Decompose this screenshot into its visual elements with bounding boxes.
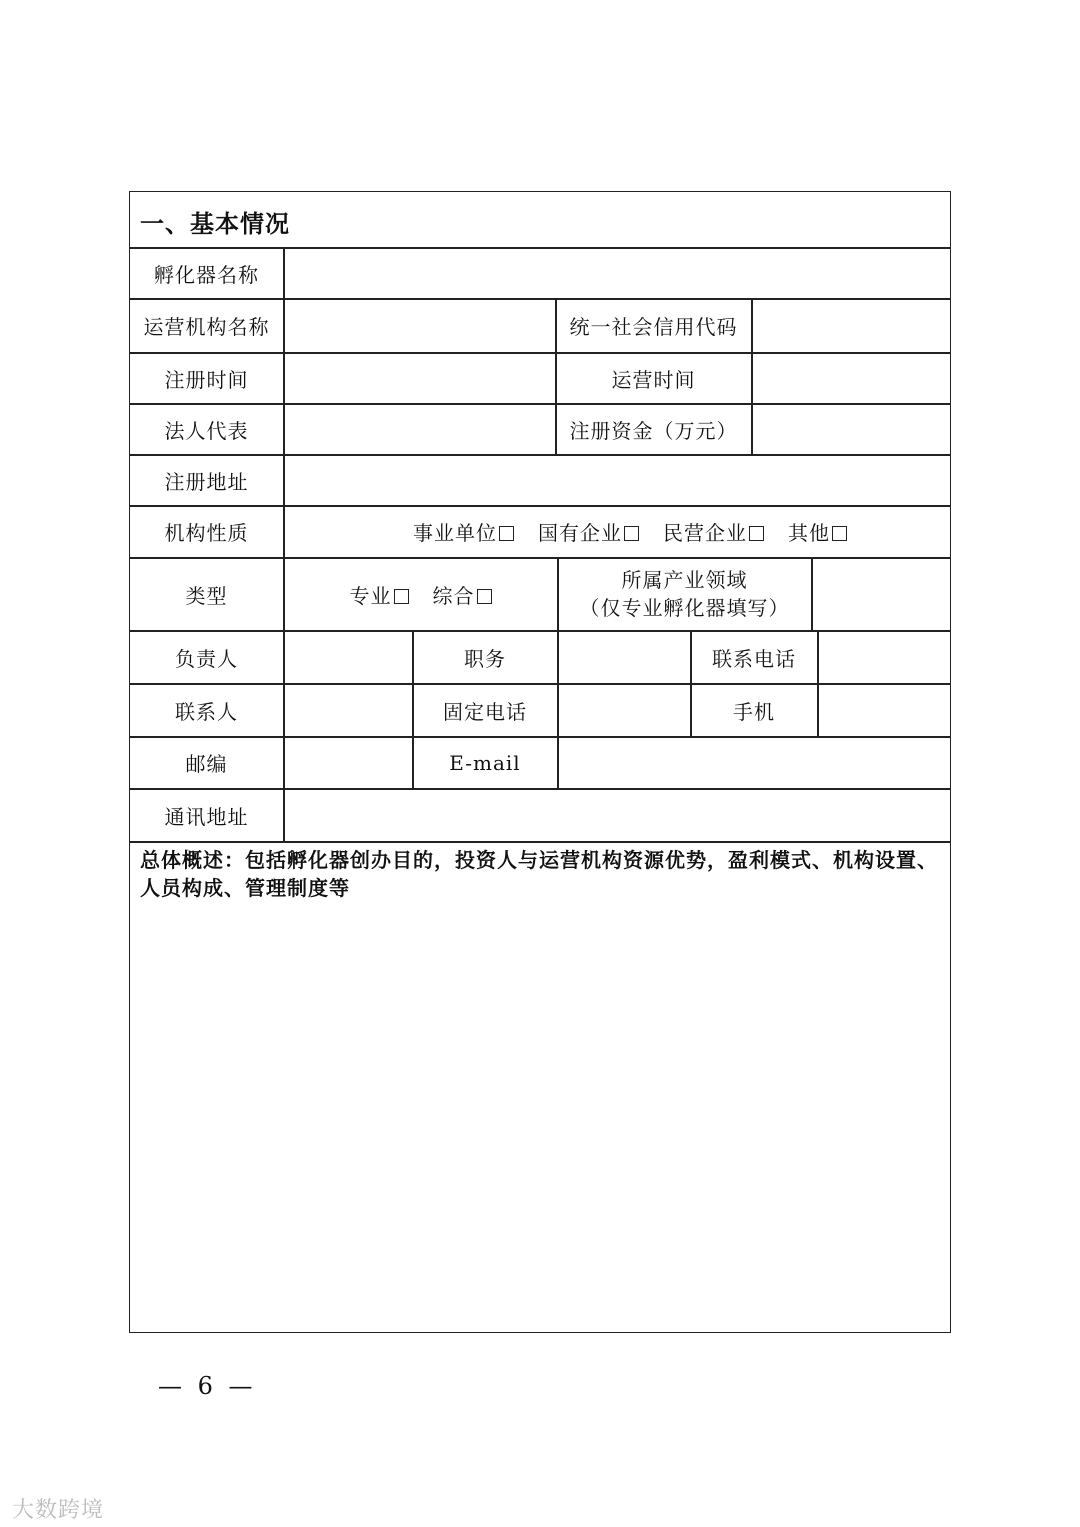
- summary-field[interactable]: [131, 905, 949, 1331]
- landline-field[interactable]: [558, 684, 690, 736]
- reg-address-field[interactable]: [284, 455, 950, 505]
- option-label: 其他: [788, 521, 830, 545]
- label-credit-code: 统一社会信用代码: [569, 315, 738, 339]
- label-industry-line2: （仅专业孵化器填写）: [579, 596, 790, 620]
- credit-code-field[interactable]: [752, 299, 950, 352]
- incubator-name-field[interactable]: [284, 248, 950, 298]
- label-operator-name: 运营机构名称: [143, 315, 270, 339]
- label-mobile: 手机: [733, 699, 775, 724]
- option-other[interactable]: [788, 517, 847, 546]
- summary-prompt: 总体概述：包括孵化器创办目的，投资人与运营机构资源优势，盈利模式、机构设置、人员构成、管理制度等: [140, 848, 938, 900]
- phone-field[interactable]: [818, 631, 950, 683]
- position-field[interactable]: [558, 631, 690, 683]
- label-legal-rep: 法人代表: [164, 418, 249, 443]
- reg-capital-field[interactable]: [752, 404, 950, 454]
- label-reg-address: 注册地址: [164, 469, 249, 494]
- operator-name-field[interactable]: [284, 299, 555, 352]
- label-landline: 固定电话: [443, 699, 527, 724]
- label-mail-address: 通讯地址: [164, 804, 249, 829]
- org-nature-options: [310, 506, 950, 557]
- option-label: 专业: [349, 583, 392, 608]
- industry-field[interactable]: [812, 558, 950, 630]
- section-title: 一、基本情况: [140, 210, 290, 238]
- label-reg-time: 注册时间: [164, 367, 249, 392]
- type-options: [284, 558, 557, 630]
- contact-field[interactable]: [284, 684, 412, 736]
- label-reg-capital: 注册资金（万元）: [569, 418, 738, 443]
- option-state-owned[interactable]: [538, 517, 639, 546]
- option-label: 国有企业: [538, 521, 622, 545]
- option-public-institution[interactable]: [413, 517, 514, 546]
- checkbox[interactable]: [477, 589, 492, 604]
- label-position: 职务: [464, 646, 506, 671]
- op-time-field[interactable]: [752, 353, 950, 403]
- checkbox[interactable]: [749, 526, 764, 541]
- row-divider: [129, 841, 951, 843]
- option-label: 事业单位: [413, 521, 497, 545]
- label-industry: [558, 558, 811, 630]
- option-label: 民营企业: [663, 521, 747, 545]
- label-contact: 联系人: [175, 699, 238, 724]
- checkbox[interactable]: [394, 589, 409, 604]
- label-postcode: 邮编: [185, 752, 228, 776]
- label-phone: 联系电话: [712, 646, 796, 671]
- checkbox[interactable]: [624, 526, 639, 541]
- manager-field[interactable]: [284, 631, 412, 683]
- option-comprehensive[interactable]: [433, 580, 492, 609]
- legal-rep-field[interactable]: [284, 404, 555, 454]
- watermark: 大数跨境: [12, 1498, 105, 1523]
- label-op-time: 运营时间: [611, 367, 696, 392]
- checkbox[interactable]: [832, 526, 847, 541]
- label-incubator-name: 孵化器名称: [154, 262, 259, 287]
- label-industry-line1: 所属产业领域: [621, 568, 748, 592]
- reg-time-field[interactable]: [284, 353, 555, 403]
- option-specialized[interactable]: [350, 580, 409, 609]
- option-private[interactable]: [663, 517, 764, 546]
- label-email: E-mail: [449, 750, 521, 775]
- page-number: — 6 —: [158, 1372, 257, 1400]
- email-field[interactable]: [558, 737, 950, 788]
- mail-address-field[interactable]: [284, 789, 950, 841]
- checkbox[interactable]: [499, 526, 514, 541]
- label-type: 类型: [185, 583, 228, 608]
- mobile-field[interactable]: [818, 684, 950, 736]
- option-label: 综合: [432, 583, 475, 608]
- label-org-nature: 机构性质: [164, 521, 249, 545]
- label-manager: 负责人: [175, 646, 238, 671]
- postcode-field[interactable]: [284, 737, 412, 788]
